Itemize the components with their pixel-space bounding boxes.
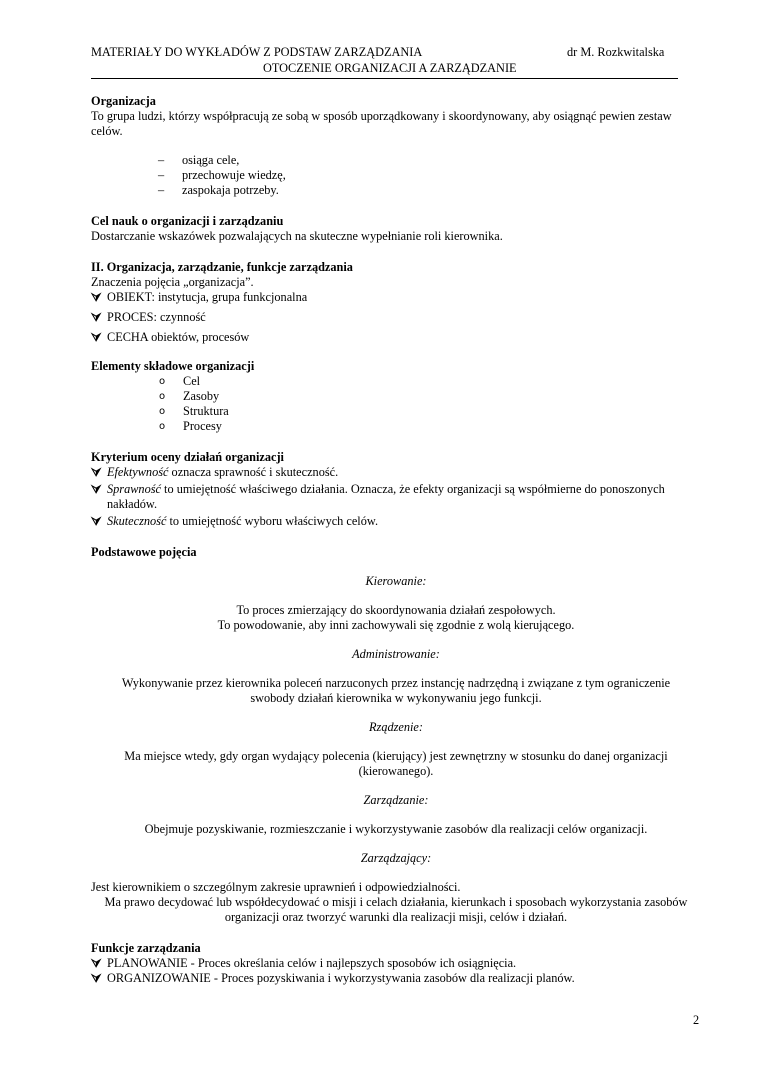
list-item: – osiąga cele, <box>158 153 240 167</box>
header-author: dr M. Rozkwitalska <box>567 45 665 59</box>
section-heading-organizacja: Organizacja <box>91 94 156 108</box>
cel-nauk-text: Dostarczanie wskazówek pozwalających na skuteczne wypełnianie roli kierownika. <box>91 229 503 243</box>
kierowanie-line-1: To proces zmierzający do skoordynowania działań zespołowych. <box>236 603 556 617</box>
section-heading-elementy: Elementy składowe organizacji <box>91 359 255 373</box>
circle-bullet: o <box>159 406 166 417</box>
list-item: ⮛ PROCES: czynność <box>91 310 206 324</box>
term-rzadzenie: Rządzenie: <box>369 720 423 734</box>
kierowanie-line-2: To powodowanie, aby inni zachowywali się zgodnie z wolą kierującego. <box>217 618 575 632</box>
list-item: ⮛ Efektywność oznacza sprawność i skuteczność. <box>91 465 339 479</box>
funkcje-list <box>91 956 701 986</box>
list-item: – zaspokaja potrzeby. <box>158 183 279 197</box>
header-subtitle: OTOCZENIE ORGANIZACJI A ZARZĄDZANIE <box>263 61 517 75</box>
list-item: ⮛ ORGANIZOWANIE - Proces pozyskiwania i wykorzystywania zasobów dla realizacji planów. <box>91 971 575 985</box>
section-heading-kryterium: Kryterium oceny działań organizacji <box>91 450 284 464</box>
dash-bullet: – <box>158 183 165 197</box>
dash-bullet: – <box>158 153 165 167</box>
elementy-list <box>91 374 701 434</box>
section-heading-podstawowe: Podstawowe pojęcia <box>91 545 197 559</box>
circle-bullet: o <box>159 391 166 402</box>
organizacja-list <box>91 153 701 198</box>
administrowanie-text: Wykonywanie przez kierownika poleceń narzuconych przez instancję nadrzędną i związane z tym ograniczenie swobody działań kierownika w wykonywaniu jego funkcji. <box>121 676 671 705</box>
term-zarzadzanie: Zarządzanie: <box>363 793 429 807</box>
list-item: ⮛ PLANOWANIE - Proces określania celów i najlepszych sposobów ich osiągnięcia. <box>91 956 517 970</box>
kryterium-list <box>91 465 701 529</box>
section-heading-ii: II. Organizacja, zarządzanie, funkcje zarządzania <box>91 260 353 274</box>
zarzadzajacy-line-2: Ma prawo decydować lub współdecydować o misji i celach działania, kierunkach i sposobach wykorzystania zasobów organizacji oraz tworzyć warunki dla realizacji misji, celów i działań. <box>104 895 688 924</box>
section-heading-cel-nauk: Cel nauk o organizacji i zarządzaniu <box>91 214 284 228</box>
circle-bullet: o <box>159 421 166 432</box>
document-body <box>91 94 701 986</box>
section-ii-intro: Znaczenia pojęcia „organizacja”. <box>91 275 254 289</box>
list-item: o Zasoby <box>159 389 220 403</box>
list-item: o Procesy <box>159 419 222 433</box>
dash-bullet: – <box>158 168 165 182</box>
znaczenia-list <box>91 290 701 345</box>
check-bullet-icon: ⮛ <box>91 971 102 985</box>
check-bullet-icon: ⮛ <box>91 330 102 344</box>
rzadzenie-text: Ma miejsce wtedy, gdy organ wydający polecenia (kierujący) jest zewnętrzny w stosunku do danej organizacji (kierowanego). <box>124 749 668 778</box>
list-item: ⮛ CECHA obiektów, procesów <box>91 330 250 344</box>
header-divider <box>91 78 678 79</box>
term-kierowanie: Kierowanie: <box>365 574 427 588</box>
list-item: – przechowuje wiedzę, <box>158 168 286 182</box>
term-zarzadzajacy: Zarządzający: <box>360 851 432 865</box>
section-heading-funkcje: Funkcje zarządzania <box>91 941 201 955</box>
term-administrowanie: Administrowanie: <box>352 647 440 661</box>
zarzadzanie-text: Obejmuje pozyskiwanie, rozmieszczanie i wykorzystywanie zasobów dla realizacji celów organizacji. <box>144 822 648 836</box>
list-item: ⮛ OBIEKT: instytucja, grupa funkcjonalna <box>91 290 308 304</box>
header-course-title: MATERIAŁY DO WYKŁADÓW Z PODSTAW ZARZĄDZANIA <box>91 45 423 59</box>
list-item: o Cel <box>159 374 201 388</box>
page-number: 2 <box>693 1013 700 1027</box>
list-item: ⮛ Sprawność to umiejętność właściwego działania. Oznacza, że efekty organizacji są współmierne do ponoszonych nakładów. <box>91 482 665 511</box>
list-item: o Struktura <box>159 404 229 418</box>
check-bullet-icon: ⮛ <box>91 290 102 304</box>
check-bullet-icon: ⮛ <box>91 482 102 496</box>
check-bullet-icon: ⮛ <box>91 956 102 970</box>
list-item: ⮛ Skuteczność to umiejętność wyboru właściwych celów. <box>91 514 379 528</box>
circle-bullet: o <box>159 376 166 387</box>
check-bullet-icon: ⮛ <box>91 310 102 324</box>
check-bullet-icon: ⮛ <box>91 465 102 479</box>
organizacja-definition: To grupa ludzi, którzy współpracują ze sobą w sposób uporządkowany i skoordynowany, aby osiągnąć pewien zestaw celów. <box>91 109 672 138</box>
check-bullet-icon: ⮛ <box>91 514 102 528</box>
zarzadzajacy-line-1: Jest kierownikiem o szczególnym zakresie uprawnień i odpowiedzialności. <box>91 880 461 894</box>
